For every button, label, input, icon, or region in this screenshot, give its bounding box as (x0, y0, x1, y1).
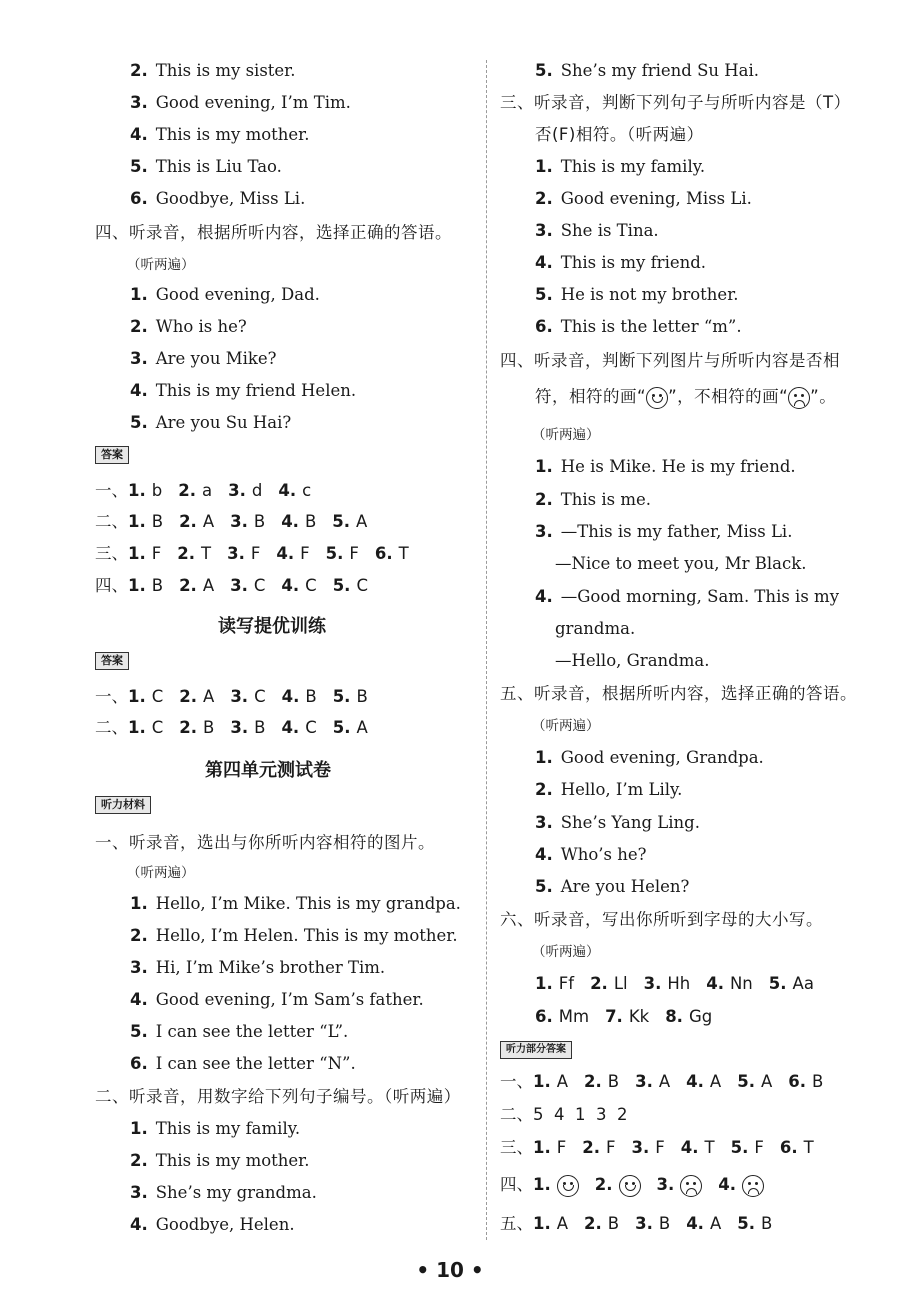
list-item: 4. This is my friend Helen. (130, 381, 357, 400)
list-item: 2. Who is he? (130, 317, 247, 336)
list-item: 4. This is my friend. (535, 253, 707, 272)
page-number: • 10 • (416, 1258, 484, 1282)
sad-face-icon (680, 1175, 702, 1197)
list-item: 4. This is my mother. (130, 125, 310, 144)
section-title: 三、听录音，判断下列句子与所听内容是（T） (500, 93, 851, 112)
section-title: 五、听录音，根据所听内容，选择正确的答语。 (500, 684, 857, 703)
sad-face-icon (742, 1175, 764, 1197)
list-item: 1. This is my family. (535, 157, 706, 176)
answer-tag: 答案 (95, 446, 129, 464)
section-title: 一、听录音，选出与你所听内容相符的图片。 (95, 833, 435, 852)
list-item: 4. Who’s he? (535, 845, 647, 864)
list-item: 2. This is my sister. (130, 61, 296, 80)
answer-row: 五、1. A 2. B 3. B 4. A 5. B (500, 1214, 773, 1233)
list-item: 1. This is my family. (130, 1119, 301, 1138)
list-item: 2. Hello, I’m Lily. (535, 780, 683, 799)
section-title-cont: 符，相符的画“ ”，不相符的画“ ”。 (535, 386, 836, 409)
list-item-cont: —Nice to meet you, Mr Black. (555, 554, 807, 573)
list-item: 3. Good evening, I’m Tim. (130, 93, 351, 112)
list-item: 4. —Good morning, Sam. This is my (535, 587, 840, 606)
answer-row: 二、1. B 2. A 3. B 4. B 5. A (95, 512, 368, 531)
section-title-cont: 否(F)相符。（听两遍） (535, 125, 704, 144)
answer-row: 一、1. b 2. a 3. d 4. c (95, 481, 312, 500)
list-item: 4. Goodbye, Helen. (130, 1215, 295, 1234)
answer-row: 三、1. F 2. F 3. F 4. T 5. F 6. T (500, 1138, 814, 1157)
list-item: 3. —This is my father, Miss Li. (535, 522, 793, 541)
list-item: 3. Are you Mike? (130, 349, 277, 368)
listen-twice-note: （听两遍） (127, 865, 195, 881)
list-item: 3. Hi, I’m Mike’s brother Tim. (130, 958, 386, 977)
answer-row: 三、1. F 2. T 3. F 4. F 5. F 6. T (95, 544, 409, 563)
section-title: 四、听录音，判断下列图片与所听内容是否相 (500, 351, 840, 370)
answer-row: 二、1. C 2. B 3. B 4. C 5. A (95, 718, 368, 737)
answer-row: 1. Ff 2. Ll 3. Hh 4. Nn 5. Aa (535, 974, 814, 993)
listen-twice-note: （听两遍） (532, 427, 600, 443)
list-item: 6. I can see the letter “N”. (130, 1054, 356, 1073)
list-item: 1. Hello, I’m Mike. This is my grandpa. (130, 894, 461, 913)
list-item: 2. This is my mother. (130, 1151, 310, 1170)
list-item: 1. He is Mike. He is my friend. (535, 457, 796, 476)
section-heading: 第四单元测试卷 (205, 760, 331, 781)
sad-face-icon (788, 387, 810, 409)
answer-row-faces: 四、1. 2. 3. 4. (500, 1174, 764, 1197)
list-item: 2. Good evening, Miss Li. (535, 189, 752, 208)
list-item: 2. This is me. (535, 490, 652, 509)
answer-row: 四、1. B 2. A 3. C 4. C 5. C (95, 576, 368, 595)
answer-row: 一、1. A 2. B 3. A 4. A 5. A 6. B (500, 1072, 824, 1091)
list-item: 5. She’s my friend Su Hai. (535, 61, 760, 80)
list-item: 6. Goodbye, Miss Li. (130, 189, 306, 208)
list-item-cont: —Hello, Grandma. (555, 651, 710, 670)
listening-answer-tag: 听力部分答案 (500, 1041, 572, 1059)
section-title: 二、听录音，用数字给下列句子编号。（听两遍） (95, 1087, 461, 1106)
list-item: 5. He is not my brother. (535, 285, 739, 304)
answer-row: 二、5 4 1 3 2 (500, 1105, 628, 1124)
section-title: 六、听录音，写出你所听到字母的大小写。 (500, 910, 823, 929)
list-item-cont: grandma. (555, 619, 636, 638)
list-item: 5. Are you Su Hai? (130, 413, 292, 432)
list-item: 1. Good evening, Grandpa. (535, 748, 764, 767)
listen-twice-note: （听两遍） (532, 944, 600, 960)
smiley-face-icon (646, 387, 668, 409)
list-item: 5. I can see the letter “L”. (130, 1022, 349, 1041)
list-item: 2. Hello, I’m Helen. This is my mother. (130, 926, 458, 945)
list-item: 4. Good evening, I’m Sam’s father. (130, 990, 424, 1009)
listening-material-tag: 听力材料 (95, 796, 151, 814)
list-item: 3. She’s my grandma. (130, 1183, 317, 1202)
list-item: 3. She is Tina. (535, 221, 659, 240)
listen-twice-note: （听两遍） (532, 718, 600, 734)
answer-tag: 答案 (95, 652, 129, 670)
list-item: 5. This is Liu Tao. (130, 157, 282, 176)
smiley-face-icon (557, 1175, 579, 1197)
smiley-face-icon (619, 1175, 641, 1197)
answer-row: 6. Mm 7. Kk 8. Gg (535, 1007, 713, 1026)
answer-row: 一、1. C 2. A 3. C 4. B 5. B (95, 687, 368, 706)
section-heading: 读写提优训练 (218, 616, 326, 637)
list-item: 6. This is the letter “m”. (535, 317, 742, 336)
list-item: 3. She’s Yang Ling. (535, 813, 700, 832)
column-divider (486, 60, 487, 1240)
section-title: 四、听录音，根据所听内容，选择正确的答语。 (95, 223, 452, 242)
list-item: 5. Are you Helen? (535, 877, 690, 896)
listen-twice-note: （听两遍） (127, 257, 195, 273)
list-item: 1. Good evening, Dad. (130, 285, 320, 304)
